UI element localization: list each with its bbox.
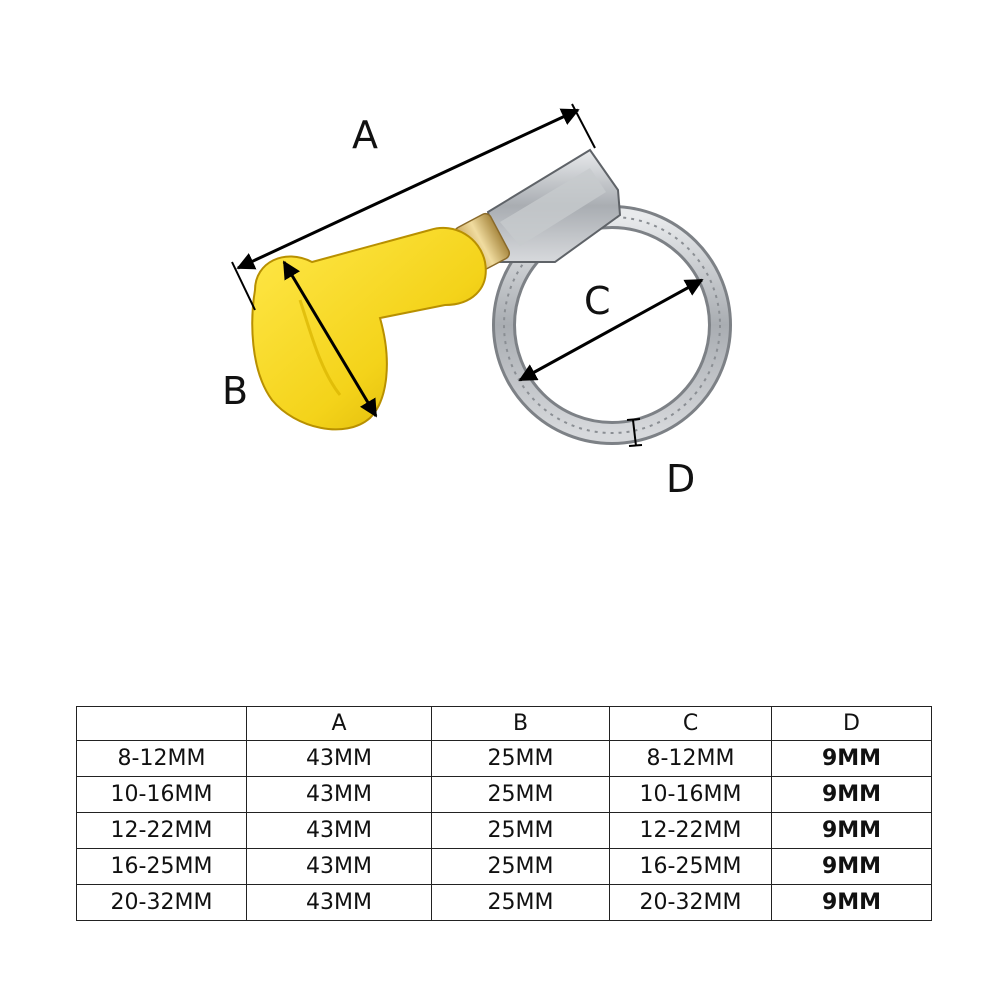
label-b: B [222, 369, 249, 413]
cell-b: 25MM [432, 777, 610, 813]
cell-c: 16-25MM [610, 849, 772, 885]
yellow-key-knob [252, 228, 485, 429]
cell-d: 9MM [772, 885, 932, 921]
label-c: C [584, 279, 611, 323]
header-size [77, 707, 247, 741]
table-header-row [77, 707, 932, 741]
cell-a: 43MM [247, 885, 432, 921]
table-row [77, 813, 932, 849]
table-row [77, 777, 932, 813]
cell-d: 9MM [772, 777, 932, 813]
cell-b: 25MM [432, 885, 610, 921]
table-row [77, 885, 932, 921]
cell-size: 16-25MM [77, 849, 247, 885]
cell-b: 25MM [432, 741, 610, 777]
header-c: C [610, 707, 772, 741]
cell-d: 9MM [772, 741, 932, 777]
cell-size: 10-16MM [77, 777, 247, 813]
clamp-housing [488, 150, 620, 262]
cell-c: 12-22MM [610, 813, 772, 849]
cell-size: 20-32MM [77, 885, 247, 921]
table-row [77, 849, 932, 885]
label-a: A [352, 113, 378, 157]
cell-c: 10-16MM [610, 777, 772, 813]
dimension-arrow-c [520, 280, 702, 380]
cell-a: 43MM [247, 777, 432, 813]
cell-a: 43MM [247, 849, 432, 885]
cell-c: 20-32MM [610, 885, 772, 921]
cell-a: 43MM [247, 813, 432, 849]
header-a: A [247, 707, 432, 741]
cell-c: 8-12MM [610, 741, 772, 777]
cell-d: 9MM [772, 849, 932, 885]
label-d: D [666, 457, 696, 501]
cell-b: 25MM [432, 813, 610, 849]
cell-size: 8-12MM [77, 741, 247, 777]
spec-table [76, 706, 932, 921]
cell-size: 12-22MM [77, 813, 247, 849]
table-row [77, 741, 932, 777]
header-d: D [772, 707, 932, 741]
cell-d: 9MM [772, 813, 932, 849]
cell-a: 43MM [247, 741, 432, 777]
header-b: B [432, 707, 610, 741]
cell-b: 25MM [432, 849, 610, 885]
